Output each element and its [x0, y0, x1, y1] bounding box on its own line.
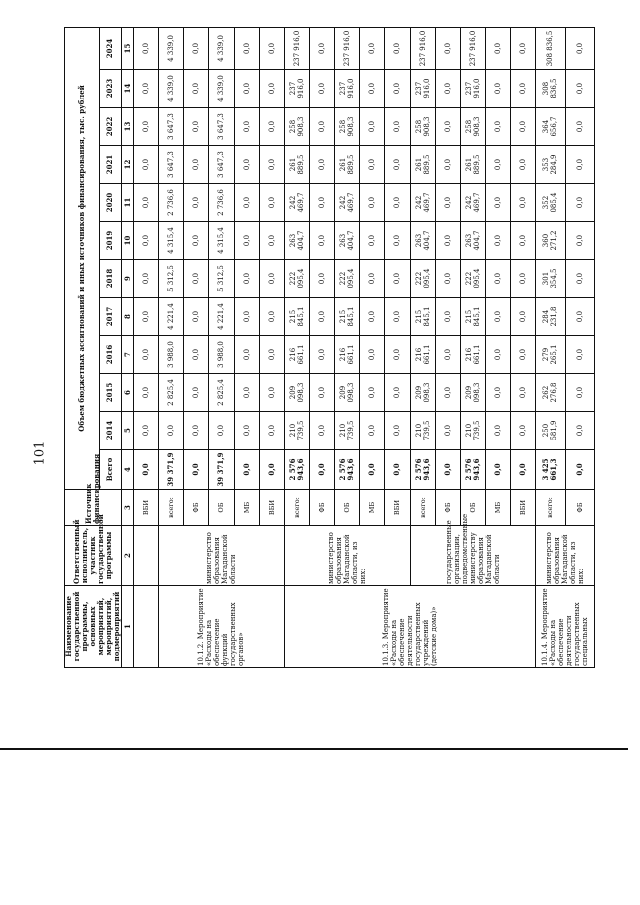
col-number: 15 — [122, 27, 134, 69]
fin-source-cell: всего: — [536, 490, 565, 526]
col-number: 11 — [122, 184, 134, 222]
value-cell: 210 739,5 — [410, 412, 435, 450]
fin-source-cell: ОБ — [460, 490, 485, 526]
value-cell: 0,0 — [134, 108, 159, 146]
value-cell: 0,0 — [259, 412, 284, 450]
value-cell: 0,0 — [511, 374, 536, 412]
value-cell: 261 889,5 — [284, 146, 309, 184]
total-value-cell: 0,0 — [184, 450, 209, 490]
total-value-cell: 3 425 661,3 — [536, 450, 565, 490]
value-cell: 0,0 — [360, 184, 385, 222]
value-cell: 0,0 — [134, 336, 159, 374]
responsible-cell: государственные организации, подведомственные министерству образования Магаданской области — [410, 526, 536, 586]
value-cell: 0,0 — [565, 260, 594, 298]
value-cell: 0,0 — [485, 336, 510, 374]
value-cell: 0,0 — [511, 260, 536, 298]
value-cell: 352 085,4 — [536, 184, 565, 222]
value-cell: 0,0 — [565, 336, 594, 374]
col-number: 5 — [122, 412, 134, 450]
value-cell: 3 988,0 — [209, 336, 234, 374]
value-cell: 237 916,0 — [410, 70, 435, 108]
value-cell: 0,0 — [435, 146, 460, 184]
value-cell: 0,0 — [134, 27, 159, 69]
value-cell: 0,0 — [385, 70, 410, 108]
value-cell: 0,0 — [134, 298, 159, 336]
value-cell: 237 916,0 — [284, 27, 309, 69]
value-cell: 3 647,3 — [209, 146, 234, 184]
value-cell: 4 315,4 — [209, 222, 234, 260]
value-cell: 0,0 — [485, 412, 510, 450]
value-cell: 0,0 — [435, 298, 460, 336]
value-cell: 0,0 — [565, 108, 594, 146]
col-number: 4 — [122, 450, 134, 490]
fin-source-cell: ФБ — [435, 490, 460, 526]
header-year-2018: 2018 — [99, 260, 121, 298]
value-cell: 0,0 — [259, 222, 284, 260]
header-year-2022: 2022 — [99, 108, 121, 146]
value-cell: 0,0 — [234, 336, 259, 374]
col-number: 14 — [122, 70, 134, 108]
col-number: 7 — [122, 336, 134, 374]
total-value-cell: 0,0 — [234, 450, 259, 490]
value-cell: 360 271,2 — [536, 222, 565, 260]
value-cell: 258 908,3 — [460, 108, 485, 146]
value-cell: 0,0 — [234, 108, 259, 146]
program-name-cell — [134, 586, 159, 668]
value-cell: 0,0 — [184, 184, 209, 222]
value-cell: 3 647,3 — [209, 108, 234, 146]
value-cell: 237 916,0 — [335, 27, 360, 69]
page-number: 101 — [32, 440, 48, 466]
value-cell: 237 916,0 — [410, 27, 435, 69]
value-cell: 2 825,4 — [159, 374, 184, 412]
value-cell: 3 988,0 — [159, 336, 184, 374]
header-row-1 — [65, 27, 100, 667]
value-cell: 0,0 — [360, 108, 385, 146]
value-cell: 0,0 — [259, 298, 284, 336]
fin-source-cell: ОБ — [209, 490, 234, 526]
header-year-2015: 2015 — [99, 374, 121, 412]
value-cell: 0,0 — [435, 108, 460, 146]
fin-source-cell: ВБИ — [259, 490, 284, 526]
value-cell: 0,0 — [360, 336, 385, 374]
value-cell: 0,0 — [485, 27, 510, 69]
value-cell: 0,0 — [234, 222, 259, 260]
value-cell: 0,0 — [485, 184, 510, 222]
value-cell: 4 339,0 — [159, 70, 184, 108]
total-value-cell: 0,0 — [435, 450, 460, 490]
header-total: Всего — [99, 450, 121, 490]
fin-source-cell: МБ — [360, 490, 385, 526]
header-responsible: Ответственный исполнитель, участник государственной программы — [65, 526, 122, 586]
value-cell: 0,0 — [385, 184, 410, 222]
total-value-cell: 0,0 — [485, 450, 510, 490]
value-cell: 4 221,4 — [209, 298, 234, 336]
value-cell: 0,0 — [234, 70, 259, 108]
value-cell: 0,0 — [309, 336, 334, 374]
value-cell: 0,0 — [234, 184, 259, 222]
value-cell: 353 284,9 — [536, 146, 565, 184]
value-cell: 0,0 — [309, 146, 334, 184]
total-value-cell: 2 576 943,6 — [460, 450, 485, 490]
value-cell: 215 845,1 — [410, 298, 435, 336]
responsible-cell: министерство образования Магаданской области, из них: — [536, 526, 595, 586]
value-cell: 222 095,4 — [335, 260, 360, 298]
value-cell: 0,0 — [234, 260, 259, 298]
value-cell: 0,0 — [565, 27, 594, 69]
value-cell: 209 098,3 — [410, 374, 435, 412]
responsible-cell: министерство образования Магаданской области, из них: — [284, 526, 410, 586]
value-cell: 2 825,4 — [209, 374, 234, 412]
value-cell: 261 889,5 — [460, 146, 485, 184]
value-cell: 0,0 — [435, 184, 460, 222]
value-cell: 0,0 — [234, 298, 259, 336]
value-cell: 215 845,1 — [460, 298, 485, 336]
value-cell: 0,0 — [360, 27, 385, 69]
value-cell: 216 661,1 — [284, 336, 309, 374]
value-cell: 0,0 — [309, 27, 334, 69]
value-cell: 0,0 — [385, 146, 410, 184]
value-cell: 0,0 — [309, 70, 334, 108]
fin-source-cell: МБ — [234, 490, 259, 526]
value-cell: 0,0 — [309, 222, 334, 260]
total-value-cell: 0,0 — [134, 450, 159, 490]
value-cell: 284 231,8 — [536, 298, 565, 336]
value-cell: 0,0 — [435, 260, 460, 298]
value-cell: 0,0 — [259, 108, 284, 146]
value-cell: 242 469,7 — [460, 184, 485, 222]
total-value-cell: 2 576 943,6 — [284, 450, 309, 490]
value-cell: 237 916,0 — [460, 70, 485, 108]
total-value-cell: 0,0 — [259, 450, 284, 490]
value-cell: 209 098,3 — [335, 374, 360, 412]
value-cell: 0,0 — [309, 260, 334, 298]
header-year-2021: 2021 — [99, 146, 121, 184]
value-cell: 301 354,5 — [536, 260, 565, 298]
value-cell: 0,0 — [184, 146, 209, 184]
value-cell: 0,0 — [385, 374, 410, 412]
value-cell: 0,0 — [435, 412, 460, 450]
value-cell: 2 736,6 — [209, 184, 234, 222]
value-cell: 0,0 — [134, 146, 159, 184]
table-body — [134, 27, 595, 667]
value-cell: 0,0 — [385, 108, 410, 146]
table-row — [284, 27, 309, 667]
value-cell: 0,0 — [565, 222, 594, 260]
fin-source-cell: всего: — [410, 490, 435, 526]
header-year-2016: 2016 — [99, 336, 121, 374]
value-cell: 210 739,5 — [335, 412, 360, 450]
value-cell: 258 908,3 — [410, 108, 435, 146]
header-year-2017: 2017 — [99, 298, 121, 336]
fin-source-cell: ВБИ — [385, 490, 410, 526]
value-cell: 0,0 — [485, 146, 510, 184]
value-cell: 237 916,0 — [284, 70, 309, 108]
value-cell: 237 916,0 — [460, 27, 485, 69]
header-fin-source: Источник финансирования — [65, 490, 122, 526]
value-cell: 0,0 — [385, 27, 410, 69]
value-cell: 0,0 — [360, 374, 385, 412]
value-cell: 215 845,1 — [284, 298, 309, 336]
value-cell: 209 098,3 — [460, 374, 485, 412]
value-cell: 279 265,1 — [536, 336, 565, 374]
value-cell: 262 276,8 — [536, 374, 565, 412]
value-cell: 0,0 — [385, 336, 410, 374]
value-cell: 0,0 — [360, 298, 385, 336]
fin-source-cell: всего: — [284, 490, 309, 526]
header-year-2024: 2024 — [99, 27, 121, 69]
value-cell: 0,0 — [309, 412, 334, 450]
value-cell: 0,0 — [511, 412, 536, 450]
value-cell: 0,0 — [485, 70, 510, 108]
value-cell: 0,0 — [134, 222, 159, 260]
value-cell: 0,0 — [134, 412, 159, 450]
value-cell: 0,0 — [565, 374, 594, 412]
col-number: 13 — [122, 108, 134, 146]
table-row — [410, 27, 435, 667]
fin-source-cell: ФБ — [565, 490, 594, 526]
value-cell: 3 647,3 — [159, 108, 184, 146]
col-number: 3 — [122, 490, 134, 526]
value-cell: 0,0 — [134, 374, 159, 412]
table-row — [159, 27, 184, 667]
value-cell: 0,0 — [134, 184, 159, 222]
col-number: 8 — [122, 298, 134, 336]
value-cell: 210 739,5 — [284, 412, 309, 450]
value-cell: 0,0 — [511, 184, 536, 222]
value-cell: 0,0 — [234, 146, 259, 184]
value-cell: 0,0 — [385, 222, 410, 260]
value-cell: 5 312,5 — [209, 260, 234, 298]
value-cell: 0,0 — [435, 222, 460, 260]
value-cell: 0,0 — [360, 412, 385, 450]
value-cell: 0,0 — [309, 298, 334, 336]
value-cell: 0,0 — [184, 298, 209, 336]
value-cell: 258 908,3 — [284, 108, 309, 146]
value-cell: 0,0 — [360, 222, 385, 260]
value-cell: 0,0 — [360, 70, 385, 108]
value-cell: 215 845,1 — [335, 298, 360, 336]
header-volume-title: Объем бюджетных ассигнований и иных источников финансирования, тыс. рублей — [65, 27, 100, 489]
col-number: 1 — [122, 586, 134, 668]
responsible-cell: министерство образования Магаданской области — [159, 526, 285, 586]
value-cell: 0,0 — [309, 374, 334, 412]
value-cell: 0,0 — [511, 336, 536, 374]
value-cell: 0,0 — [184, 336, 209, 374]
value-cell: 0,0 — [511, 70, 536, 108]
total-value-cell: 39 371,9 — [209, 450, 234, 490]
value-cell: 0,0 — [511, 108, 536, 146]
value-cell: 0,0 — [511, 146, 536, 184]
value-cell: 263 404,7 — [410, 222, 435, 260]
value-cell: 4 339,0 — [209, 70, 234, 108]
col-number: 12 — [122, 146, 134, 184]
value-cell: 0,0 — [184, 412, 209, 450]
value-cell: 0,0 — [565, 146, 594, 184]
value-cell: 0,0 — [184, 70, 209, 108]
value-cell: 4 339,0 — [209, 27, 234, 69]
fin-source-cell: МБ — [485, 490, 510, 526]
value-cell: 4 339,0 — [159, 27, 184, 69]
value-cell: 0,0 — [184, 374, 209, 412]
fin-source-cell: всего: — [159, 490, 184, 526]
col-number: 10 — [122, 222, 134, 260]
value-cell: 0,0 — [309, 184, 334, 222]
table-row — [134, 27, 159, 667]
value-cell: 0,0 — [565, 412, 594, 450]
value-cell: 216 661,1 — [410, 336, 435, 374]
value-cell: 222 095,4 — [284, 260, 309, 298]
value-cell: 0,0 — [435, 374, 460, 412]
value-cell: 0,0 — [385, 260, 410, 298]
value-cell: 0,0 — [485, 108, 510, 146]
value-cell: 5 312,5 — [159, 260, 184, 298]
header-year-2014: 2014 — [99, 412, 121, 450]
col-number: 2 — [122, 526, 134, 586]
fin-source-cell: ФБ — [184, 490, 209, 526]
value-cell: 209 098,3 — [284, 374, 309, 412]
value-cell: 242 469,7 — [335, 184, 360, 222]
value-cell: 2 736,6 — [159, 184, 184, 222]
value-cell: 222 095,4 — [460, 260, 485, 298]
value-cell: 0,0 — [565, 298, 594, 336]
budget-table — [64, 27, 595, 668]
fin-source-cell: ВБИ — [134, 490, 159, 526]
value-cell: 0,0 — [234, 412, 259, 450]
header-year-2020: 2020 — [99, 184, 121, 222]
total-value-cell: 39 371,9 — [159, 450, 184, 490]
value-cell: 263 404,7 — [460, 222, 485, 260]
table-row — [536, 27, 565, 667]
value-cell: 4 221,4 — [159, 298, 184, 336]
value-cell: 0,0 — [511, 222, 536, 260]
value-cell: 242 469,7 — [410, 184, 435, 222]
value-cell: 0,0 — [134, 70, 159, 108]
value-cell: 0,0 — [360, 146, 385, 184]
value-cell: 0,0 — [435, 70, 460, 108]
value-cell: 0,0 — [435, 336, 460, 374]
value-cell: 263 404,7 — [284, 222, 309, 260]
responsible-cell — [134, 526, 159, 586]
value-cell: 364 656,7 — [536, 108, 565, 146]
value-cell: 263 404,7 — [335, 222, 360, 260]
total-value-cell: 0,0 — [385, 450, 410, 490]
header-year-2023: 2023 — [99, 70, 121, 108]
total-value-cell: 2 576 943,6 — [410, 450, 435, 490]
value-cell: 0,0 — [134, 260, 159, 298]
value-cell: 0,0 — [565, 184, 594, 222]
value-cell: 0,0 — [259, 184, 284, 222]
program-name-cell: 10.1.2. Мероприятие «Расходы на обеспечение функций государственных органов» — [159, 586, 285, 668]
value-cell: 216 661,1 — [460, 336, 485, 374]
value-cell: 0,0 — [184, 260, 209, 298]
value-cell: 0,0 — [511, 27, 536, 69]
value-cell: 0,0 — [259, 336, 284, 374]
program-name-cell: 10.1.3. Мероприятие «Расходы на обеспечение деятельности государственных учреждений (детские дома)» — [284, 586, 535, 668]
value-cell: 0,0 — [309, 108, 334, 146]
col-number: 9 — [122, 260, 134, 298]
value-cell: 261 889,5 — [335, 146, 360, 184]
header-row-col-numbers — [122, 27, 134, 667]
value-cell: 0,0 — [234, 374, 259, 412]
total-value-cell: 2 576 943,6 — [335, 450, 360, 490]
value-cell: 261 889,5 — [410, 146, 435, 184]
value-cell: 4 315,4 — [159, 222, 184, 260]
value-cell: 0,0 — [259, 374, 284, 412]
value-cell: 308 836,5 — [536, 70, 565, 108]
value-cell: 0,0 — [184, 222, 209, 260]
fin-source-cell: ВБИ — [511, 490, 536, 526]
value-cell: 216 661,1 — [335, 336, 360, 374]
value-cell: 0,0 — [159, 412, 184, 450]
value-cell: 0,0 — [385, 412, 410, 450]
value-cell: 210 739,5 — [460, 412, 485, 450]
value-cell: 308 836,5 — [536, 27, 565, 69]
program-name-cell: 10.1.4. Мероприятие «Расходы на обеспечение деятельности государственных специальных — [536, 586, 595, 668]
header-program-names: Наименование государственной программы, основных мероприятий, мероприятий, подмероприятий — [65, 586, 122, 668]
value-cell: 0,0 — [259, 70, 284, 108]
value-cell: 0,0 — [485, 374, 510, 412]
value-cell: 0,0 — [259, 146, 284, 184]
value-cell: 222 095,4 — [410, 260, 435, 298]
value-cell: 237 916,0 — [335, 70, 360, 108]
value-cell: 258 908,3 — [335, 108, 360, 146]
footer-rule — [0, 748, 628, 750]
value-cell: 0,0 — [485, 222, 510, 260]
value-cell: 0,0 — [385, 298, 410, 336]
total-value-cell: 0,0 — [360, 450, 385, 490]
value-cell: 0,0 — [511, 298, 536, 336]
header-year-2019: 2019 — [99, 222, 121, 260]
value-cell: 242 469,7 — [284, 184, 309, 222]
value-cell: 0,0 — [485, 260, 510, 298]
fin-source-cell: ФБ — [309, 490, 334, 526]
col-number: 6 — [122, 374, 134, 412]
value-cell: 0,0 — [565, 70, 594, 108]
value-cell: 0,0 — [184, 108, 209, 146]
value-cell: 250 581,9 — [536, 412, 565, 450]
value-cell: 0,0 — [259, 260, 284, 298]
total-value-cell: 0,0 — [309, 450, 334, 490]
total-value-cell: 0,0 — [511, 450, 536, 490]
value-cell: 0,0 — [184, 27, 209, 69]
value-cell: 0,0 — [209, 412, 234, 450]
value-cell: 0,0 — [360, 260, 385, 298]
value-cell: 0,0 — [234, 27, 259, 69]
total-value-cell: 0,0 — [565, 450, 594, 490]
value-cell: 0,0 — [485, 298, 510, 336]
value-cell: 0,0 — [259, 27, 284, 69]
fin-source-cell: ОБ — [335, 490, 360, 526]
value-cell: 0,0 — [435, 27, 460, 69]
rotated-table-wrapper — [64, 28, 594, 668]
value-cell: 3 647,3 — [159, 146, 184, 184]
